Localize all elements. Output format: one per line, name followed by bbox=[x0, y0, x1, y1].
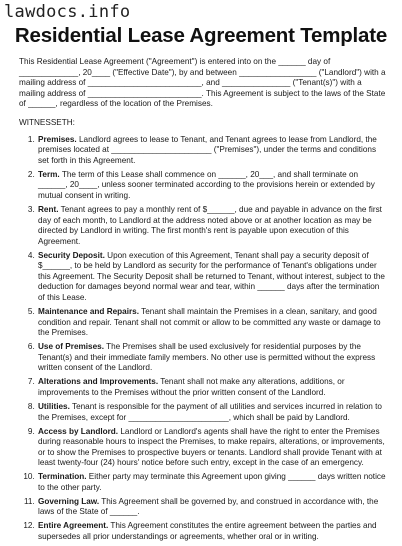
document-body bbox=[19, 57, 388, 546]
clause-text: The Premises shall be used exclusively for residential purposes by the Tenant(s) and their immediate family members. No other use is permitted without the express written consent of the Landlord. bbox=[38, 342, 376, 373]
clause-heading: Utilities. bbox=[38, 401, 70, 411]
clause-rent bbox=[37, 205, 388, 247]
clause-text: This Agreement constitutes the entire agreement between the parties and supersedes all prior understandings or agreements, whether oral or in writing. bbox=[38, 521, 377, 542]
intro-paragraph: This Residential Lease Agreement ("Agreement") is entered into on the ______ day of _____________, 20____ ("Effective Date"), by and between _________________ ("Landlord") with a mailing address of _________________________, and _______________ ("Tenant(s)") with a mailing address of _________________________. This Agreement is subject to the laws of the State of ______, regardless of the location of the Premises. bbox=[19, 57, 386, 109]
clause-premises bbox=[37, 135, 388, 167]
clause-heading: Access by Landlord. bbox=[38, 426, 119, 436]
clause-text: This Agreement shall be governed by, and construed in accordance with, the laws of the State of ______. bbox=[38, 496, 379, 517]
clause-heading: Security Deposit. bbox=[38, 250, 105, 260]
clause-heading: Rent. bbox=[38, 204, 59, 214]
clause-use-of-premises bbox=[37, 342, 388, 374]
clause-governing-law bbox=[37, 497, 388, 518]
clause-entire-agreement bbox=[37, 521, 388, 542]
site-watermark: lawdocs.info bbox=[4, 2, 131, 22]
clause-alterations bbox=[37, 377, 388, 398]
clause-heading: Term. bbox=[38, 169, 60, 179]
clause-security-deposit bbox=[37, 251, 388, 304]
clause-text: The term of this Lease shall commence on ______, 20___, and shall terminate on ______, 20____, unless sooner terminated according to the provisions herein or extended by mutual consent in writing. bbox=[38, 169, 375, 200]
document-title: Residential Lease Agreement Template bbox=[14, 24, 388, 47]
clause-text: Tenant agrees to pay a monthly rent of $______, due and payable in advance on the first day of each month, to Landlord at the address noted above or at another location as may be directed by Landlord in writing. The first month's rent is payable upon execution of this Agreement. bbox=[38, 204, 382, 246]
clause-text: Landlord agrees to lease to Tenant, and Tenant agrees to lease from Landlord, the premises located at ______________________ ("Premises"), under the terms and conditions set forth in this Agreement. bbox=[38, 134, 377, 165]
clause-heading: Alterations and Improvements. bbox=[38, 377, 159, 387]
clause-text: Tenant shall not make any alterations, additions, or improvements to the Premises without the prior written consent of the Landlord. bbox=[38, 377, 345, 397]
clause-access bbox=[37, 427, 388, 469]
clause-text: Tenant is responsible for the payment of all utilities and services incurred in relation to the Premises, except for ______________________, which shall be paid by Landlord. bbox=[38, 401, 382, 422]
clause-heading: Use of Premises. bbox=[38, 342, 104, 352]
clause-heading: Termination. bbox=[38, 472, 87, 482]
clause-text: Either party may terminate this Agreement upon giving ______ days written notice to the other party. bbox=[38, 472, 386, 492]
clause-termination bbox=[37, 472, 388, 493]
clause-maintenance bbox=[37, 307, 388, 339]
witnesseth-heading: WITNESSETH: bbox=[19, 117, 75, 127]
clause-heading: Maintenance and Repairs. bbox=[38, 307, 140, 317]
clause-text: Landlord or Landlord's agents shall have the right to enter the Premises during reasonable hours to inspect the Premises, to make repairs, alterations, or improvements, or to show the Premises to prospective buyers or tenants. Landlord shall provide Tenant with at least twenty-four (24) hours' notice before such entry, except in the case of an emergency. bbox=[38, 426, 385, 468]
clause-term bbox=[37, 170, 388, 202]
clause-heading: Governing Law. bbox=[38, 496, 100, 506]
clause-text: Upon execution of this Agreement, Tenant shall pay a security deposit of $______, to be held by Landlord as security for the performance of Tenant's obligations under this Agreement. The Security Deposit shall be returned to Tenant, without interest, subject to the deduction for damages beyond normal wear and tear, within ______ days after the termination of this Lease. bbox=[38, 250, 385, 303]
clause-heading: Premises. bbox=[38, 134, 77, 144]
clause-heading: Entire Agreement. bbox=[38, 521, 109, 531]
clause-text: Tenant shall maintain the Premises in a clean, sanitary, and good condition and repair. Tenant shall not commit or allow to be committed any waste or damage to the Premises. bbox=[38, 307, 381, 338]
clause-utilities bbox=[37, 402, 388, 423]
clause-list bbox=[19, 135, 388, 543]
